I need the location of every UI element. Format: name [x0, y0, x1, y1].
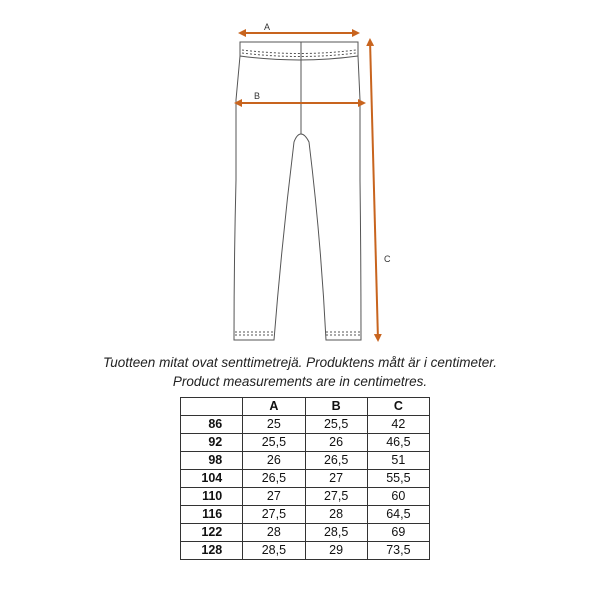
b-cell: 28: [305, 506, 367, 524]
b-cell: 25,5: [305, 416, 367, 434]
a-cell: 26: [243, 452, 305, 470]
b-cell: 26: [305, 434, 367, 452]
a-cell: 25: [243, 416, 305, 434]
dimension-c-label: C: [384, 254, 391, 264]
header-size: [181, 398, 243, 416]
table-row: [181, 506, 430, 524]
waistband-stitch: [242, 50, 356, 54]
size-cell: 128: [181, 542, 243, 560]
table-row: [181, 524, 430, 542]
dimension-c-arrow: [370, 40, 378, 340]
c-cell: 46,5: [367, 434, 429, 452]
table-row: [181, 434, 430, 452]
c-cell: 64,5: [367, 506, 429, 524]
b-cell: 29: [305, 542, 367, 560]
header-a: A: [243, 398, 305, 416]
table-row: [181, 542, 430, 560]
dimension-b-label: B: [254, 91, 261, 101]
size-cell: 86: [181, 416, 243, 434]
c-cell: 73,5: [367, 542, 429, 560]
a-cell: 27,5: [243, 506, 305, 524]
b-cell: 28,5: [305, 524, 367, 542]
pants-body: [234, 42, 361, 340]
dimension-a-label: A: [264, 22, 271, 32]
caption-english: Product measurements are in centimetres.: [172, 374, 428, 389]
table-row: [181, 488, 430, 506]
c-cell: 69: [367, 524, 429, 542]
size-cell: 92: [181, 434, 243, 452]
size-cell: 98: [181, 452, 243, 470]
a-cell: 26,5: [243, 470, 305, 488]
c-cell: 51: [367, 452, 429, 470]
a-cell: 27: [243, 488, 305, 506]
c-cell: 60: [367, 488, 429, 506]
size-cell: 116: [181, 506, 243, 524]
size-table: [180, 397, 430, 560]
header-b: B: [305, 398, 367, 416]
table-row: [181, 470, 430, 488]
table-header-row: [181, 398, 430, 416]
table-row: [181, 416, 430, 434]
b-cell: 27,5: [305, 488, 367, 506]
size-cell: 104: [181, 470, 243, 488]
a-cell: 28,5: [243, 542, 305, 560]
c-cell: 42: [367, 416, 429, 434]
table-row: [181, 452, 430, 470]
header-c: C: [367, 398, 429, 416]
b-cell: 27: [305, 470, 367, 488]
pants-outline: [234, 42, 361, 340]
a-cell: 25,5: [243, 434, 305, 452]
c-cell: 55,5: [367, 470, 429, 488]
size-cell: 122: [181, 524, 243, 542]
a-cell: 28: [243, 524, 305, 542]
size-cell: 110: [181, 488, 243, 506]
caption-finnish-swedish: Tuotteen mitat ovat senttimetrejä. Produktens mått är i centimeter.: [103, 355, 497, 370]
b-cell: 26,5: [305, 452, 367, 470]
